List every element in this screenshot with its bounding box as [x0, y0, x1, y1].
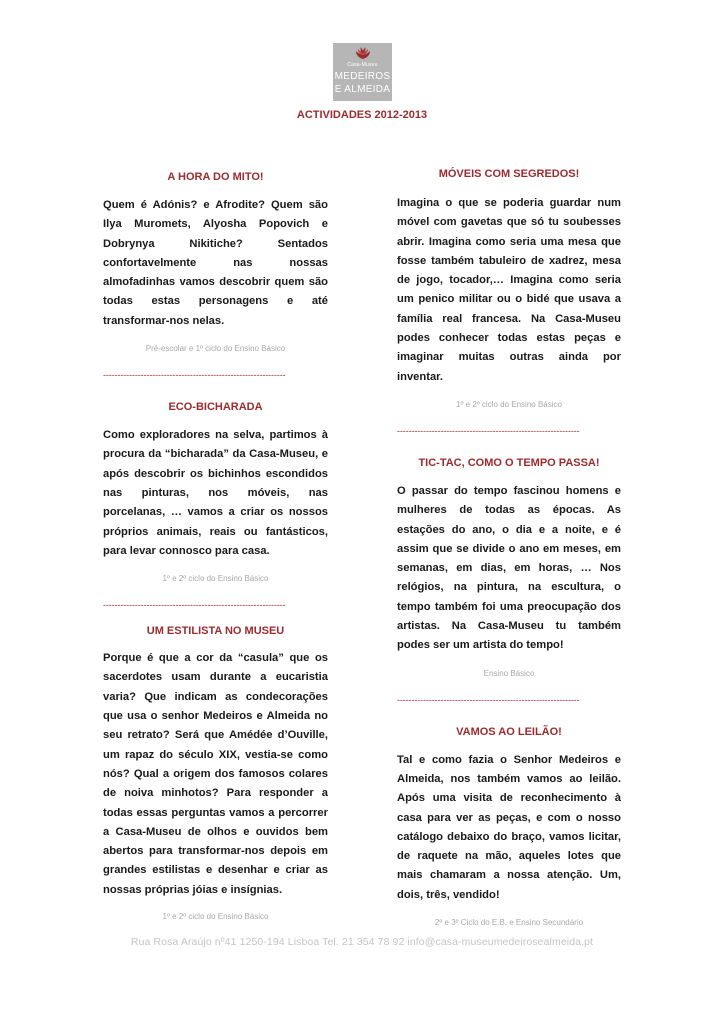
activity-description: Quem é Adónis? e Afrodite? Quem são Ilya Muromets, Alyosha Popovich e Dobrynya Nikitiche? Sentados confortavelmente nas nossas almofadinhas vamos descobrir quem são todas estas personagens e até transformar-nos nelas.	[103, 199, 328, 327]
right-column	[397, 160, 621, 928]
activity-audience: 1º e 2º ciclo do Ensino Básico	[162, 912, 269, 922]
section-divider	[103, 600, 328, 610]
activity-description: Como exploradores na selva, partimos à procura da “bicharada” da Casa-Museu, e após descobrir os bichinhos escondidos nas pinturas, nos móveis, nas porcelanas, … vamos a criar os nossos próprios animais, reais ou fantásticos, para levar connosco para casa.	[103, 429, 328, 557]
logo-line-2: E ALMEIDA	[334, 84, 391, 95]
logo-line-1: MEDEIROS	[334, 71, 391, 82]
activity-audience: 1º e 2º ciclo do Ensino Básico	[456, 399, 562, 409]
activity-description: Imagina o que se poderia guardar num móvel com gavetas que só tu soubesses abrir. Imagina como seria uma mesa que fosse também tabuleiro de xadrez, mesa de jogo, tocador,… Imagina como seria um penico militar ou o bidé que usava a família real francesa. Na Casa-Museu podes conhecer todas estas peças e imaginar muitas outras ainda por inventar.	[397, 197, 621, 383]
activity-heading: VAMOS AO LEILÃO!	[456, 725, 562, 738]
activity-heading: TIC-TAC, COMO O TEMPO PASSA!	[418, 456, 600, 469]
flower-logo-icon	[355, 46, 371, 60]
museum-logo	[333, 43, 392, 101]
section-divider	[103, 370, 328, 380]
logo-small-text: Casa-Museu	[347, 62, 378, 68]
section-divider	[397, 695, 621, 705]
activity-audience: 1º e 2º ciclo do Ensino Básico	[162, 574, 269, 584]
left-column	[103, 160, 328, 922]
activity-audience: 2º e 3º Ciclo do E.B. e Ensino Secundário	[434, 918, 584, 928]
activity-heading: MÓVEIS COM SEGREDOS!	[438, 168, 580, 180]
activity-heading: UM ESTILISTA NO MUSEU	[146, 625, 285, 638]
activity-description: O passar do tempo fascinou homens e mulheres de todas as épocas. As estações do ano, o dia e a noite, e é assim que se divide o ano em meses, em semanas, em dias, em horas, … Nos relógios, na pintura, na escultura, o tempo também foi uma preocupação dos artistas. Na Casa-Museu tu também podes ser um artista do tempo!	[397, 484, 621, 652]
contact-footer: Rua Rosa Araújo nº41 1250-194 Lisboa Tel. 21 354 78 92 info@casa-museumedeirosealmeida.pt	[130, 936, 594, 948]
section-divider	[397, 426, 621, 436]
activity-audience: Ensino Básico	[483, 668, 535, 678]
activity-audience: Pré-escolar e 1º ciclo do Ensino Básico	[145, 344, 286, 354]
page-title: ACTIVIDADES 2012-2013	[296, 109, 428, 121]
activity-heading: A HORA DO MITO!	[167, 171, 264, 183]
activity-description: Tal e como fazia o Senhor Medeiros e Almeida, nos também vamos ao leilão. Após uma visita de reconhecimento à casa para ver as peças, e com o nosso catálogo debaixo do braço, vamos licitar, de raquete na mão, aqueles lotes que mais chamaram a nossa atenção. Um, dois, três, vendido!	[397, 753, 621, 901]
activity-description: Porque é que a cor da “casula” que os sacerdotes usam durante a eucaristia varia? Que indicam as condecorações que usa o senhor Medeiros e Almeida no seu retrato? Será que Amédée d’Ouville, um rapaz do século XIX, vestia-se como nós? Qual a origem dos famosos colares de noiva minhotos? Para responder a todas essas perguntas vamos a percorrer a Casa-Museu de olhos e ouvidos bem abertos para transformar-nos depois em grandes estilistas e desenhar e criar as nossas próprias jóias e insígnias.	[103, 652, 328, 896]
activity-heading: ECO-BICHARADA	[168, 401, 263, 414]
